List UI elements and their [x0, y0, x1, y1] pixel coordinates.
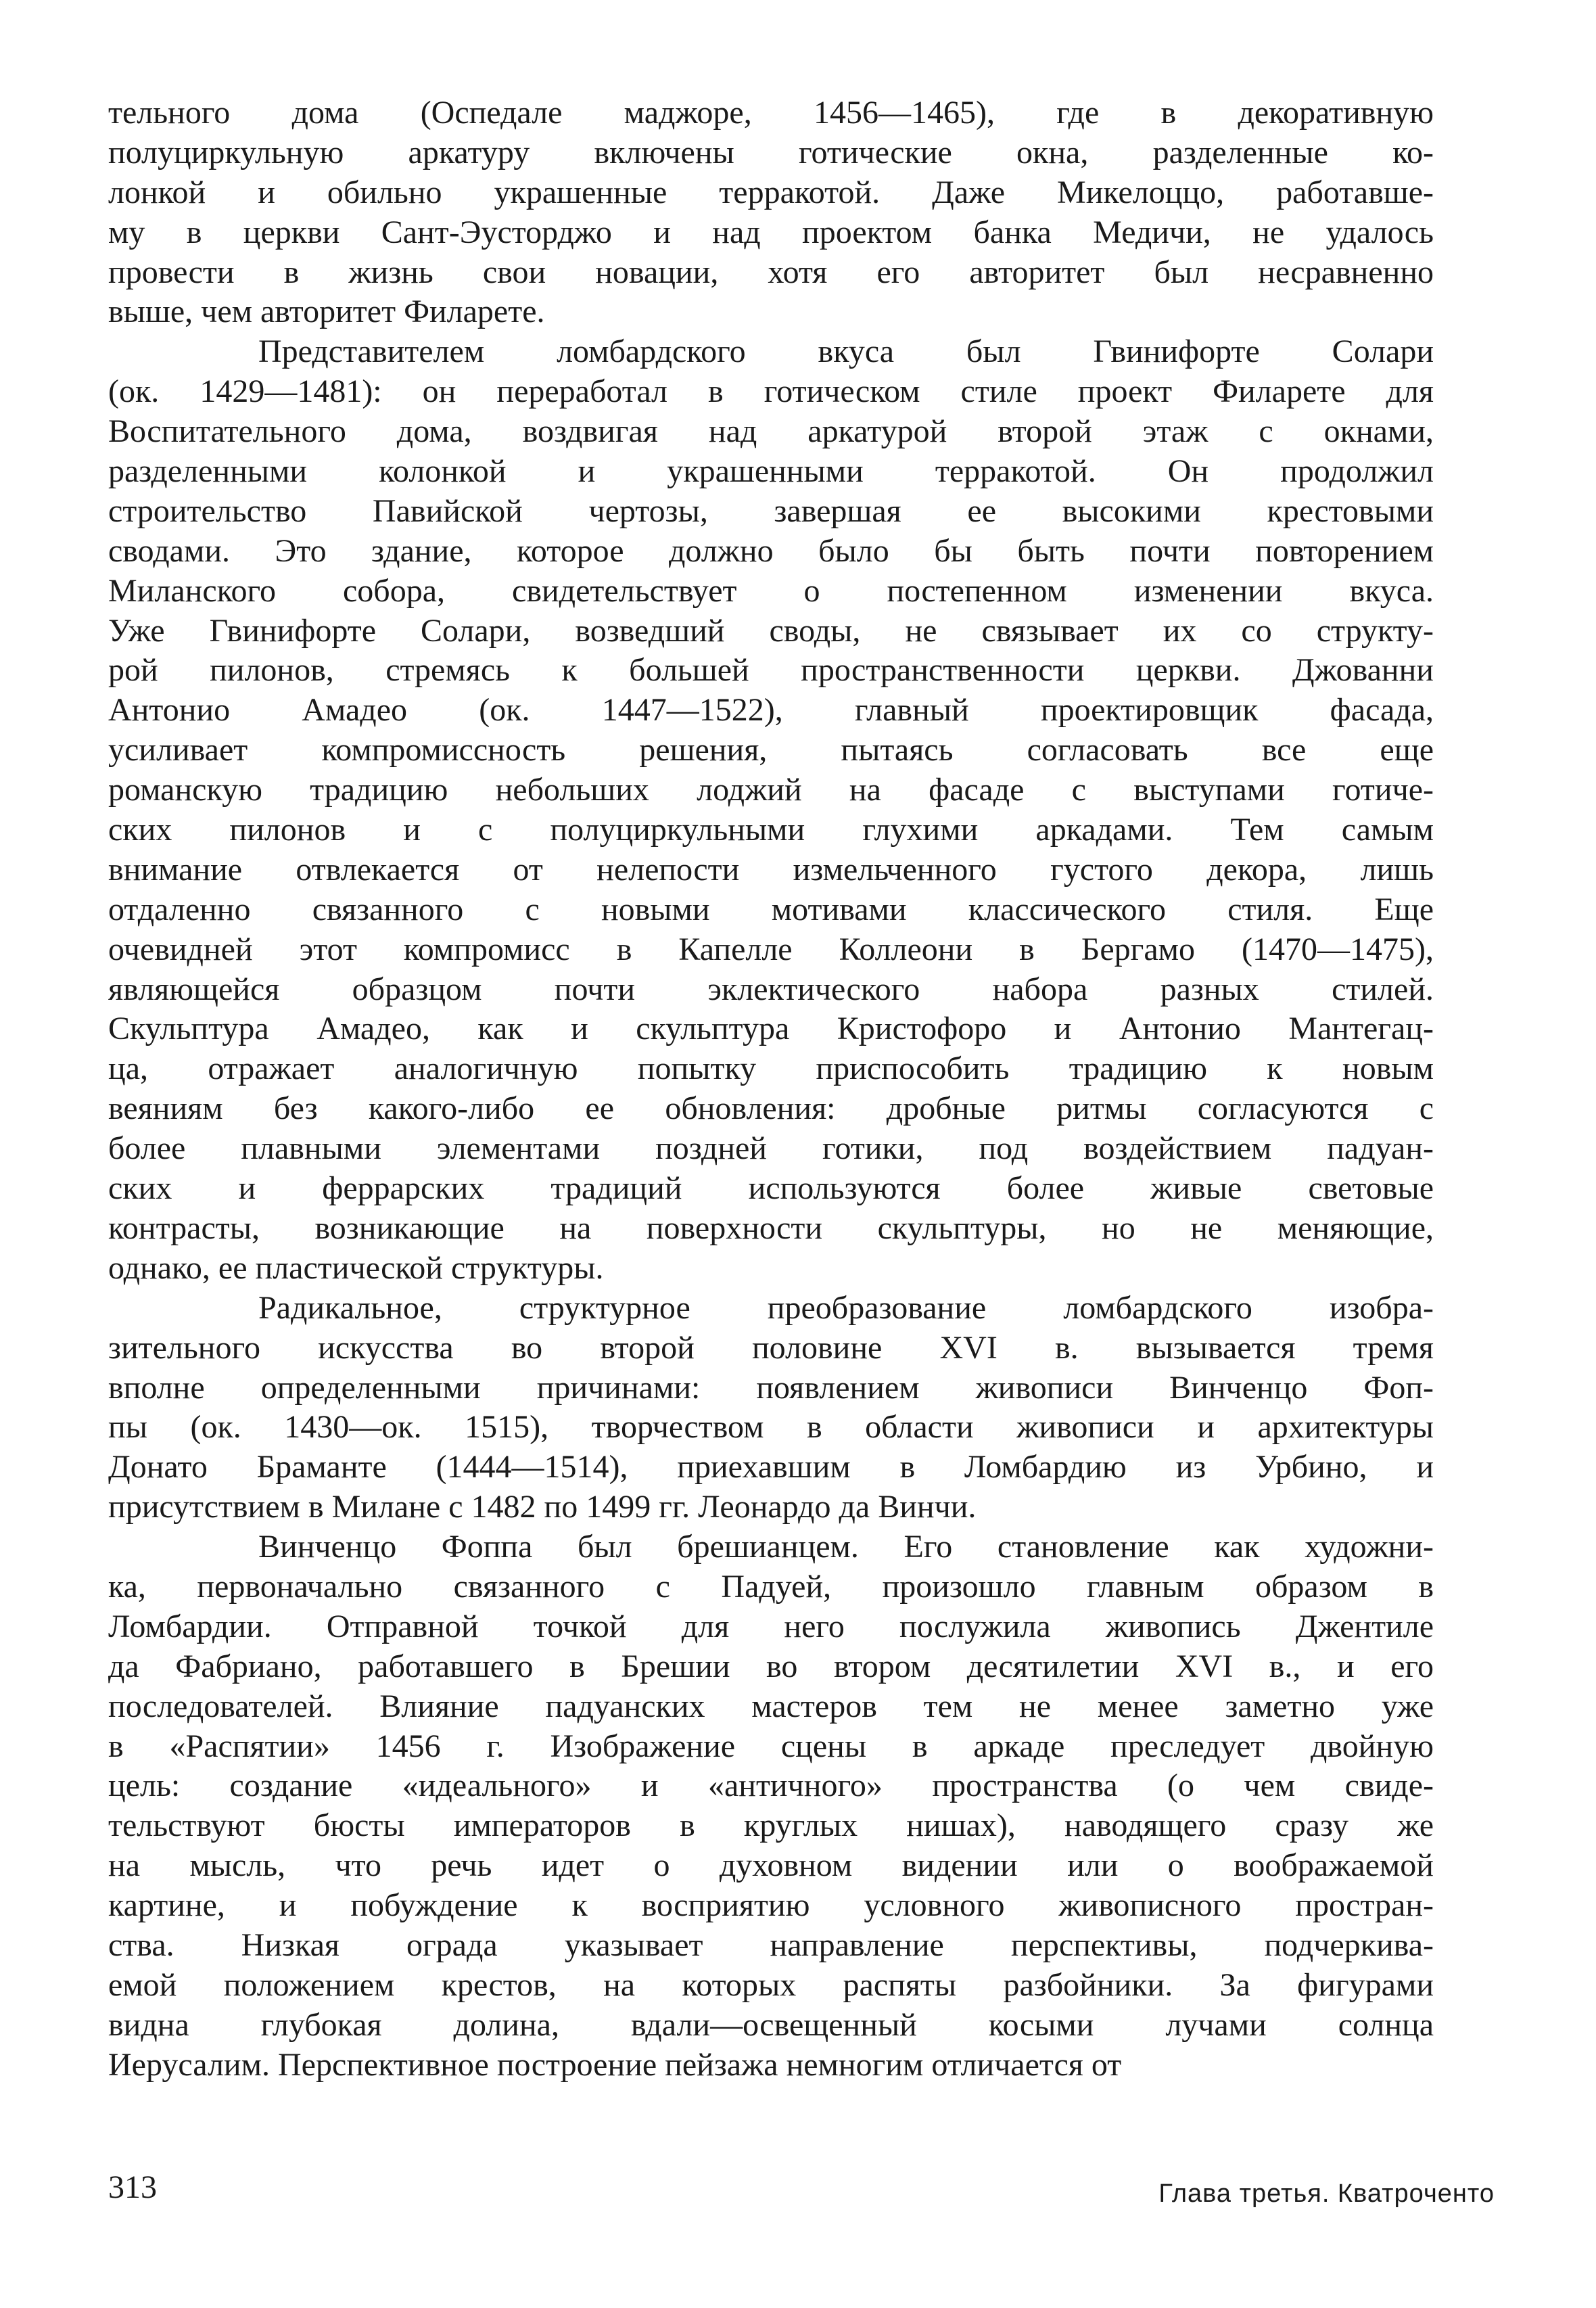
text-line: видна глубокая долина, вдали—освещенный косыми лучами солнца — [108, 2006, 1434, 2043]
text-line: внимание отвлекается от нелепости измельченного густого декора, лишь — [108, 851, 1434, 887]
text-line: Представителем ломбардского вкуса был Гвинифорте Солари — [258, 333, 1434, 370]
text-line: Ломбардии. Отправной точкой для него послужила живопись Джентиле — [108, 1608, 1434, 1644]
text-line: тельного дома (Оспедале маджоре, 1456—1465), где в декоративную — [108, 95, 1434, 131]
paragraph — [108, 1289, 1434, 1527]
paragraph — [108, 332, 1434, 1288]
text-line: усиливает компромиссность решения, пытаясь согласовать все еще — [108, 732, 1434, 768]
text-line: емой положением крестов, на которых распяты разбойники. За фигурами — [108, 1966, 1434, 2003]
text-line: сводами. Это здание, которое должно было бы быть почти повторением — [108, 532, 1434, 569]
text-line: Радикальное, структурное преобразование ломбардского изобра- — [258, 1289, 1434, 1326]
text-line: провести в жизнь свои новации, хотя его авторитет был несравненно — [108, 254, 1434, 290]
text-line: ских пилонов и с полуциркульными глухими аркадами. Тем самым — [108, 812, 1434, 848]
text-line: ка, первоначально связанного с Падуей, произошло главным образом в — [108, 1568, 1434, 1605]
paragraph — [108, 93, 1434, 332]
text-line: Винченцо Фоппа был брешианцем. Его становление как художни- — [258, 1529, 1434, 1565]
text-line: тельствуют бюсты императоров в круглых нишах), наводящего сразу же — [108, 1807, 1434, 1844]
text-line: отдаленно связанного с новыми мотивами классического стиля. Еще — [108, 891, 1434, 927]
text-line: строительство Павийской чертозы, завершая ее высокими крестовыми — [108, 492, 1434, 529]
text-line: Миланского собора, свидетельствует о постепенном изменении вкуса. — [108, 572, 1434, 609]
paragraph — [108, 1527, 1434, 2085]
text-line: му в церкви Сант-Эусторджо и над проектом банка Медичи, не удалось — [108, 214, 1434, 250]
text-line: ских и феррарских традиций используются более живые световые — [108, 1170, 1434, 1207]
text-line: ца, отражает аналогичную попытку приспособить традицию к новым — [108, 1051, 1434, 1087]
text-line: лонкой и обильно украшенные терракотой. Даже Микелоццо, работавше- — [108, 174, 1434, 210]
text-line: вполне определенными причинами: появлением живописи Винченцо Фоп- — [108, 1369, 1434, 1406]
text-line: Иерусалим. Перспективное построение пейзажа немногим отличается от — [108, 2046, 1122, 2083]
text-line: Скульптура Амадео, как и скульптура Кристофоро и Антонио Мантегац- — [108, 1011, 1434, 1047]
text-line: ства. Низкая ограда указывает направление перспективы, подчеркива- — [108, 1926, 1434, 1963]
text-line: рой пилонов, стремясь к большей пространственности церкви. Джованни — [108, 652, 1434, 689]
text-line: разделенными колонкой и украшенными терракотой. Он продолжил — [108, 453, 1434, 490]
text-line: да Фабриано, работавшего в Брешии во втором десятилетии XVI в., и его — [108, 1648, 1434, 1684]
text-line: Донато Браманте (1444—1514), приехавшим в Ломбардию из Урбино, и — [108, 1449, 1434, 1485]
text-line: полуциркульную аркатуру включены готические окна, разделенные ко- — [108, 134, 1434, 170]
text-line: в «Распятии» 1456 г. Изображение сцены в аркаде преследует двойную — [108, 1728, 1434, 1764]
text-line: однако, ее пластической структуры. — [108, 1249, 604, 1286]
text-line: пы (ок. 1430—ок. 1515), творчеством в области живописи и архитектуры — [108, 1409, 1434, 1446]
text-line: более плавными элементами поздней готики, под воздействием падуан- — [108, 1130, 1434, 1167]
text-line: являющейся образцом почти эклектического набора разных стилей. — [108, 971, 1434, 1007]
text-line: последователей. Влияние падуанских мастеров тем не менее заметно уже — [108, 1688, 1434, 1724]
text-line: романскую традицию небольших лоджий на фасаде с выступами готиче- — [108, 772, 1434, 808]
text-line: контрасты, возникающие на поверхности скульптуры, но не меняющие, — [108, 1209, 1434, 1246]
text-line: Уже Гвинифорте Солари, возведший своды, не связывает их со структу- — [108, 612, 1434, 649]
text-line: зительного искусства во второй половине XVI в. вызывается тремя — [108, 1329, 1434, 1366]
running-footer-chapter-title: Глава третья. Кватроченто — [1158, 2179, 1495, 2208]
text-line: присутствием в Милане с 1482 по 1499 гг. Леонардо да Винчи. — [108, 1489, 977, 1525]
page-body-text — [108, 93, 1434, 2085]
text-line: (ок. 1429—1481): он переработал в готическом стиле проект Филарете для — [108, 373, 1434, 410]
text-line: выше, чем авторитет Филарете. — [108, 294, 545, 330]
text-line: на мысль, что речь идет о духовном видении или о воображаемой — [108, 1847, 1434, 1884]
text-line: Воспитательного дома, воздвигая над аркатурой второй этаж с окнами, — [108, 413, 1434, 450]
text-line: Антонио Амадео (ок. 1447—1522), главный проектировщик фасада, — [108, 692, 1434, 729]
text-line: картине, и побуждение к восприятию условного живописного простран- — [108, 1887, 1434, 1924]
text-line: очевидней этот компромисс в Капелле Коллеони в Бергамо (1470—1475), — [108, 931, 1434, 967]
text-line: веяниям без какого-либо ее обновления: дробные ритмы согласуются с — [108, 1090, 1434, 1127]
page-number: 313 — [108, 2169, 157, 2205]
text-line: цель: создание «идеального» и «античного» пространства (о чем свиде- — [108, 1768, 1434, 1804]
